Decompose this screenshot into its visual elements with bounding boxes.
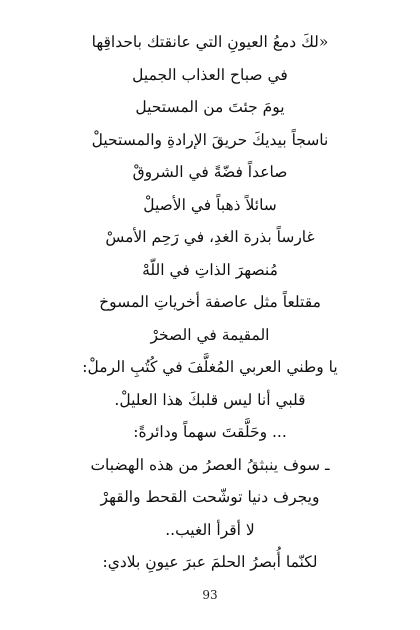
poem-line: يومَ جئتَ من المستحيل <box>135 98 285 116</box>
poem-line: مُنصهرَ الذاتِ في اللّهْ <box>142 260 278 279</box>
poem-line: المقيمة في الصخرْ <box>150 325 270 344</box>
poem-line: صاعداً فضّةً في الشروقْ <box>132 163 288 181</box>
poem-line: ـ سوف ينبثقُ العصرُ من هذه الهضبات <box>90 455 330 474</box>
poem-line: «لكَ دمعُ العيونِ التي عانقتك باحداقِها <box>91 33 329 51</box>
poem-line: يا وطني العربي المُغلَّفَ في كُتُبِ الرملْ: <box>82 358 338 376</box>
poem-line: ويجرف دنيا توشّحت القحط والقهرْ <box>100 488 320 506</box>
poem-line: في صباح العذاب الجميل <box>132 65 288 84</box>
poem-line: سائلاً ذهباً في الأصيلْ <box>143 195 277 214</box>
page-number: 93 <box>202 588 218 602</box>
poem-line: ... وحَلَّقتَ سهماً ودائرةً: <box>133 423 287 441</box>
poem-line: لكنّما أُبصرُ الحلمَ عبرَ عيونِ بلادي: <box>102 553 318 571</box>
poem-line: غارساً بذرة الغدِ، في رَحِم الأمسْ <box>105 228 315 246</box>
poem-line: قلبي أنا ليس قلبكَ هذا العليلْ. <box>114 390 306 409</box>
poem-line: لا أقرأ الغيب.. <box>165 520 255 539</box>
poem-line: مقتلعاً مثل عاصفة أخرياتِ المسوخ <box>99 293 321 311</box>
poem-line: ناسجاً بيديكَ حريقَ الإرادةِ والمستحيلْ <box>91 130 329 149</box>
poem-text <box>0 26 420 579</box>
